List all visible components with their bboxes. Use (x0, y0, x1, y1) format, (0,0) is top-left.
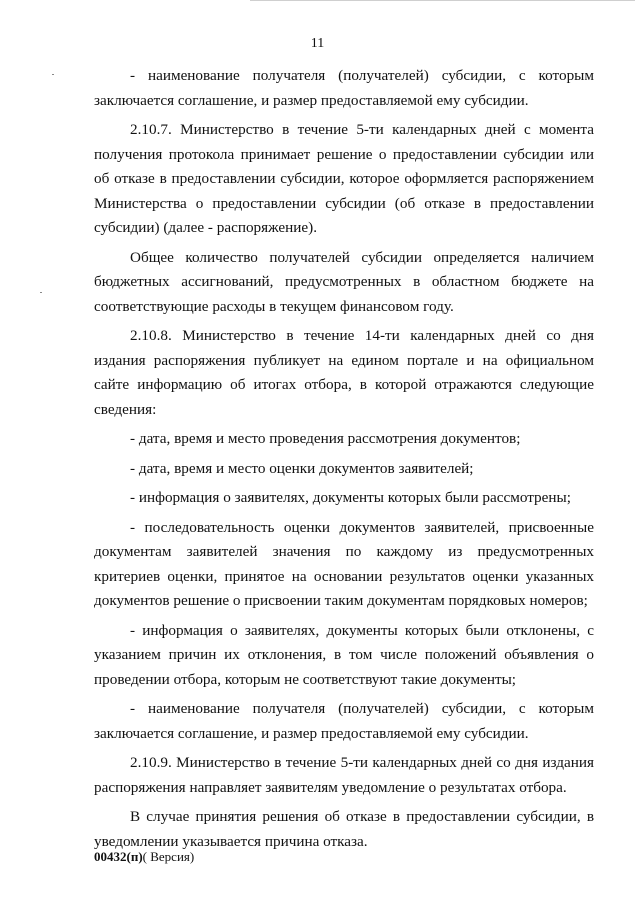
document-version: ( Версия) (142, 849, 195, 864)
list-item: - наименование получателя (получателей) субсидии, с которым заключается соглашение, и размер предоставляемой ему субсидии. (94, 700, 594, 742)
scan-speck (40, 292, 42, 293)
paragraph: 2.10.9. Министерство в течение 5-ти календарных дней со дня издания распоряжения направляет заявителям уведомление о результатах отбора. (94, 754, 594, 796)
list-item: - информация о заявителях, документы которых были отклонены, с указанием причин их отклонения, в том числе положений объявления о проведении отбора, которым не соответствуют такие документы; (94, 621, 594, 688)
page-number: 11 (310, 36, 325, 51)
document-code: 00432(п) (94, 849, 143, 864)
list-item: - информация о заявителях, документы которых были рассмотрены; (130, 489, 571, 506)
paragraph: 2.10.8. Министерство в течение 14-ти календарных дней со дня издания распоряжения публикует на едином портале и на официальном сайте информацию об итогах отбора, в которой отражаются следующие сведения: (94, 327, 594, 418)
scan-speck (52, 74, 54, 75)
top-rule (250, 0, 635, 1)
paragraph: Общее количество получателей субсидии определяется наличием бюджетных ассигнований, предусмотренных в областном бюджете на соответствующие расходы в текущем финансовом году. (94, 248, 594, 315)
list-item: - дата, время и место проведения рассмотрения документов; (130, 430, 521, 447)
paragraph: 2.10.7. Министерство в течение 5-ти календарных дней с момента получения протокола принимает решение о предоставлении субсидии или об отказе в предоставлении субсидии, которое оформляется распоряжением Министерства о предоставлении субсидии (об отказе в предоставлении субсидии) (далее - распоряжение). (94, 121, 594, 236)
list-item: - дата, время и место оценки документов заявителей; (130, 459, 474, 477)
document-body (94, 64, 594, 854)
list-item: - последовательность оценки документов заявителей, присвоенные документам заявителей значения по каждому из предусмотренных критериев оценки, принятое на основании результатов оценки указанных документов решение о присвоении таким документам порядковых номеров; (94, 518, 594, 609)
document-footer (94, 849, 194, 865)
paragraph: - наименование получателя (получателей) субсидии, с которым заключается соглашение, и размер предоставляемой ему субсидии. (94, 67, 594, 109)
paragraph: В случае принятия решения об отказе в предоставлении субсидии, в уведомлении указывается причина отказа. (94, 808, 594, 850)
